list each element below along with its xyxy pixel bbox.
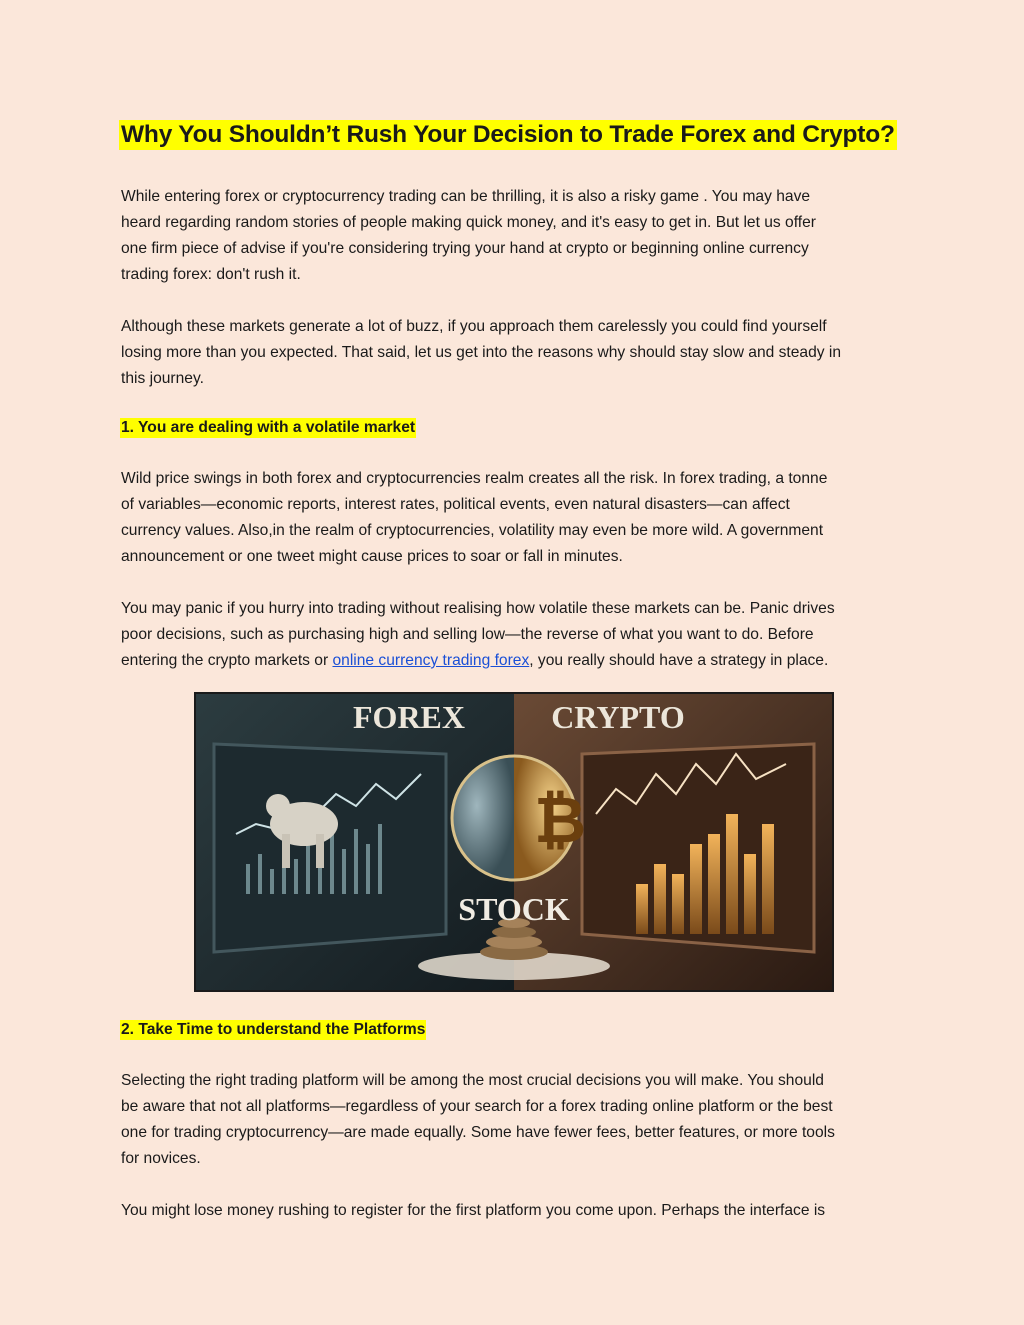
stock-label: STOCK <box>458 891 570 927</box>
article-body <box>121 120 911 1250</box>
crypto-label: CRYPTO <box>551 699 685 735</box>
forex-crypto-illustration <box>196 694 832 990</box>
section-2-paragraph-2: You might lose money rushing to register for the first platform you come upon. Perhaps the interface is <box>121 1202 826 1219</box>
forex-crypto-image <box>194 692 834 992</box>
online-currency-trading-forex-link[interactable]: online currency trading forex <box>332 652 530 669</box>
section-1-paragraph-1: Wild price swings in both forex and cryptocurrencies realm creates all the risk. In forex trading, a tonne of variables—economic reports, interest rates, political events, even natural disasters—can affect currency values. Also,in the realm of cryptocurrencies, volatility may even be more wild. A government announcement or one tweet might cause prices to soar or fall in minutes. <box>121 470 828 565</box>
section-1-paragraph-2-text-a: You may panic if you hurry into trading without realising how volatile these markets can be. Panic drives poor decisions, such as purchasing high and selling low—the reverse of what you want to do. Before entering the crypto markets or <box>121 600 835 669</box>
section-2-heading: 2. Take Time to understand the Platforms <box>121 1021 426 1038</box>
section-1-paragraph-2-text-b: , you really should have a strategy in place. <box>529 652 829 669</box>
crypto-monitor <box>582 744 814 952</box>
intro-paragraph-1: While entering forex or cryptocurrency trading can be thrilling, it is also a risky game . You may have heard regarding random stories of people making quick money, and it's easy to get in. But let us offer one firm piece of advise if you're considering trying your hand at crypto or beginning online currency trading forex: don't rush it. <box>121 188 816 283</box>
section-2-paragraph-1: Selecting the right trading platform will be among the most crucial decisions you will make. You should be aware that not all platforms—regardless of your search for a forex trading online platform or the best one for trading cryptocurrency—are made equally. Some have fewer fees, better features, or more tools for novices. <box>121 1072 835 1167</box>
section-1-heading: 1. You are dealing with a volatile market <box>121 419 416 436</box>
intro-paragraph-2: Although these markets generate a lot of buzz, if you approach them carelessly you could find yourself losing more than you expected. That said, let us get into the reasons why should stay slow and steady in this journey. <box>121 318 842 387</box>
forex-monitor <box>214 744 446 952</box>
forex-label: FOREX <box>353 699 465 735</box>
article-title: Why You Shouldn’t Rush Your Decision to Trade Forex and Crypto? <box>121 121 895 148</box>
section-1-paragraph-2 <box>121 596 911 674</box>
bitcoin-icon: ₿ <box>534 784 587 858</box>
